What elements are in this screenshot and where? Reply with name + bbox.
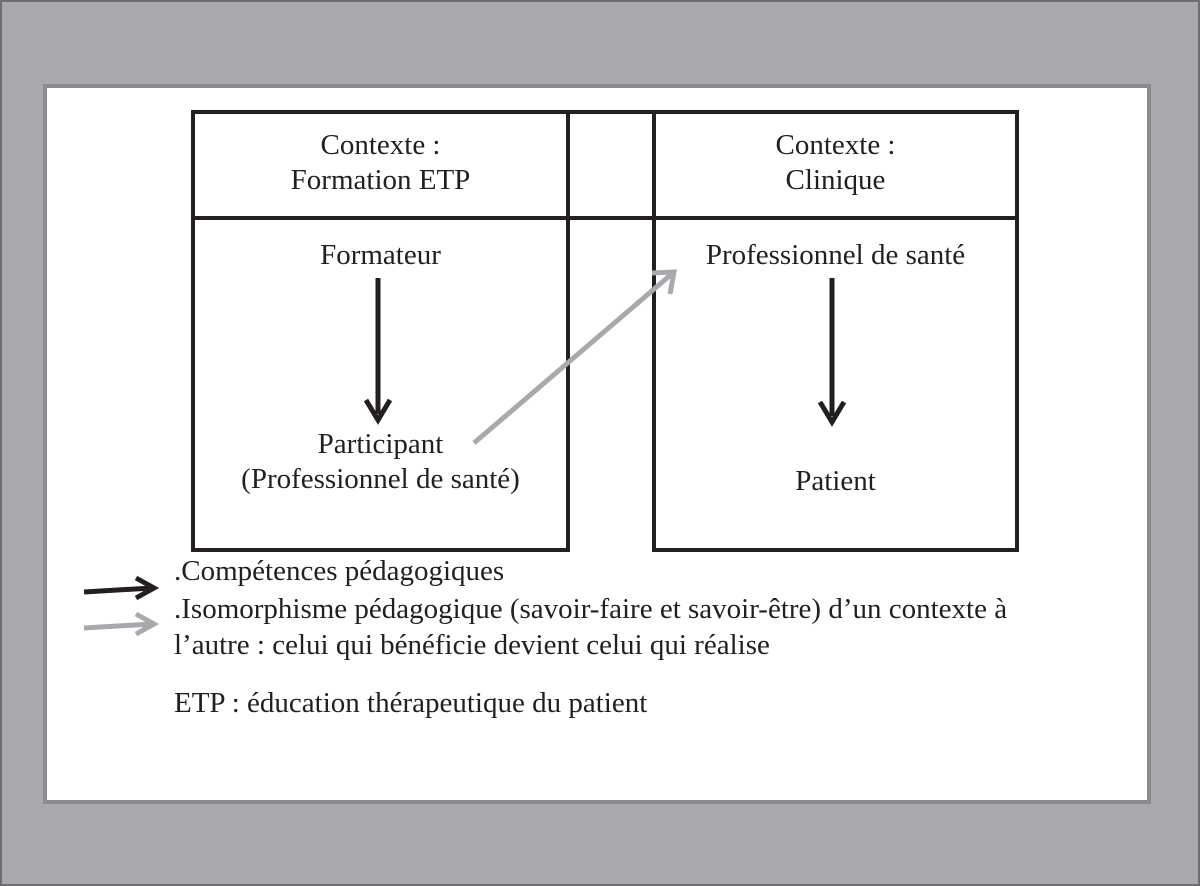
- legend-black-arrow-icon: [84, 578, 154, 598]
- formateur-node: Formateur: [320, 239, 441, 271]
- left-header-line2: Formation ETP: [290, 164, 471, 196]
- right-header-line1: Contexte :: [775, 129, 896, 161]
- legend-gray-arrow-label-line2: l’autre : celui qui bénéficie devient celui qui réalise: [174, 629, 770, 661]
- legend-black-arrow-label: .Compétences pédagogiques: [174, 555, 505, 587]
- participant-line2: (Professionnel de santé): [241, 463, 520, 495]
- participant-line1: Participant: [317, 428, 444, 460]
- patient-node: Patient: [795, 465, 876, 497]
- left-header-line1: Contexte :: [320, 129, 441, 161]
- professionnel-sante-node: Professionnel de santé: [705, 239, 966, 271]
- gray-arrow-isomorphism: [474, 272, 674, 443]
- abbreviation-note: ETP : éducation thérapeutique du patient: [174, 687, 648, 719]
- legend-gray-arrow-label-line1: .Isomorphisme pédagogique (savoir-faire et savoir-être) d’un contexte à: [174, 593, 1008, 625]
- right-header-line2: Clinique: [785, 164, 886, 196]
- black-arrow-formateur-to-participant: [366, 278, 390, 420]
- black-arrow-professionnel-to-patient: [820, 278, 844, 422]
- legend-gray-arrow-icon: [84, 614, 154, 634]
